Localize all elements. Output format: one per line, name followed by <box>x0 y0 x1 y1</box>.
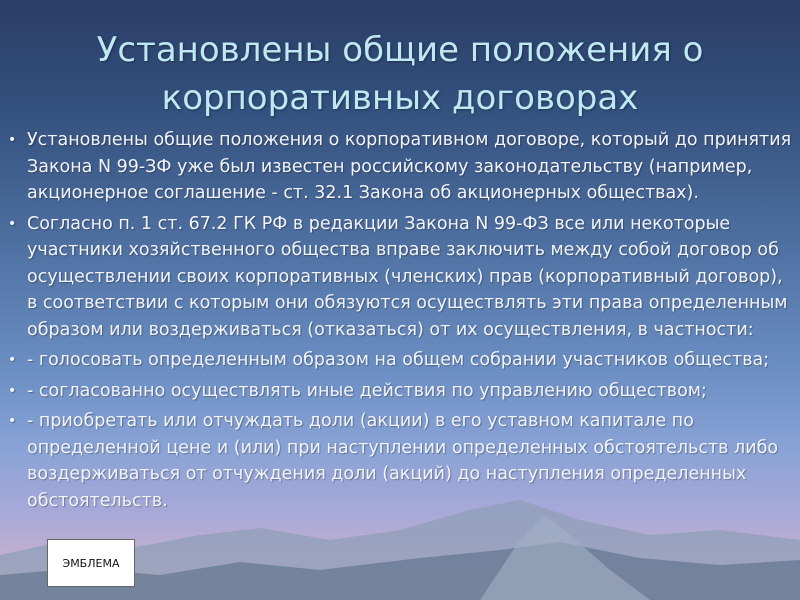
bullet-dot-icon: • <box>8 382 17 399</box>
bullet-dot-icon: • <box>8 413 17 429</box>
bullet-text: - приобретать или отчуждать доли (акции) в его уставном капитале по определенной цене и (или) при наступлении определенных обстоятельств либо воздерживаться от отчуждения доли (акций) до наступления определенных обстоятельств. <box>27 411 779 511</box>
bullet-list <box>8 127 792 518</box>
bullet-dot-icon: • <box>8 215 17 232</box>
bullet-dot-icon: • <box>8 132 17 148</box>
bullet-item <box>8 211 792 344</box>
bullet-item <box>8 378 792 405</box>
emblem-label: ЭМБЛЕМА <box>62 556 120 570</box>
emblem-placeholder <box>47 539 135 587</box>
bullet-text: Согласно п. 1 ст. 67.2 ГК РФ в редакции Закона N 99-ФЗ все или некоторые участники хозяйственного общества вправе заключить между собой договор об осуществлении своих корпоративных (членских) прав (корпоративный договор), в соответствии с которым они обязуются осуществлять эти права определенным образом или воздерживаться (отказаться) от их осуществления, в частности: <box>27 213 788 340</box>
bullet-item <box>8 347 792 374</box>
bullet-item <box>8 127 792 207</box>
bullet-dot-icon: • <box>8 352 17 368</box>
bullet-text: Установлены общие положения о корпоративном договоре, который до принятия Закона N 99-ЗФ уже был известен российскому законодательству (например, акционерное соглашение - ст. 32.1 Закона об акционерных обществах). <box>27 130 792 203</box>
slide-title: Установлены общие положения о корпоративных договорах <box>96 30 704 118</box>
bullet-item <box>8 408 792 514</box>
bullet-text: - согласованно осуществлять иные действия по управлению обществом; <box>27 380 707 401</box>
bullet-text: - голосовать определенным образом на общем собрании участников общества; <box>27 350 770 370</box>
